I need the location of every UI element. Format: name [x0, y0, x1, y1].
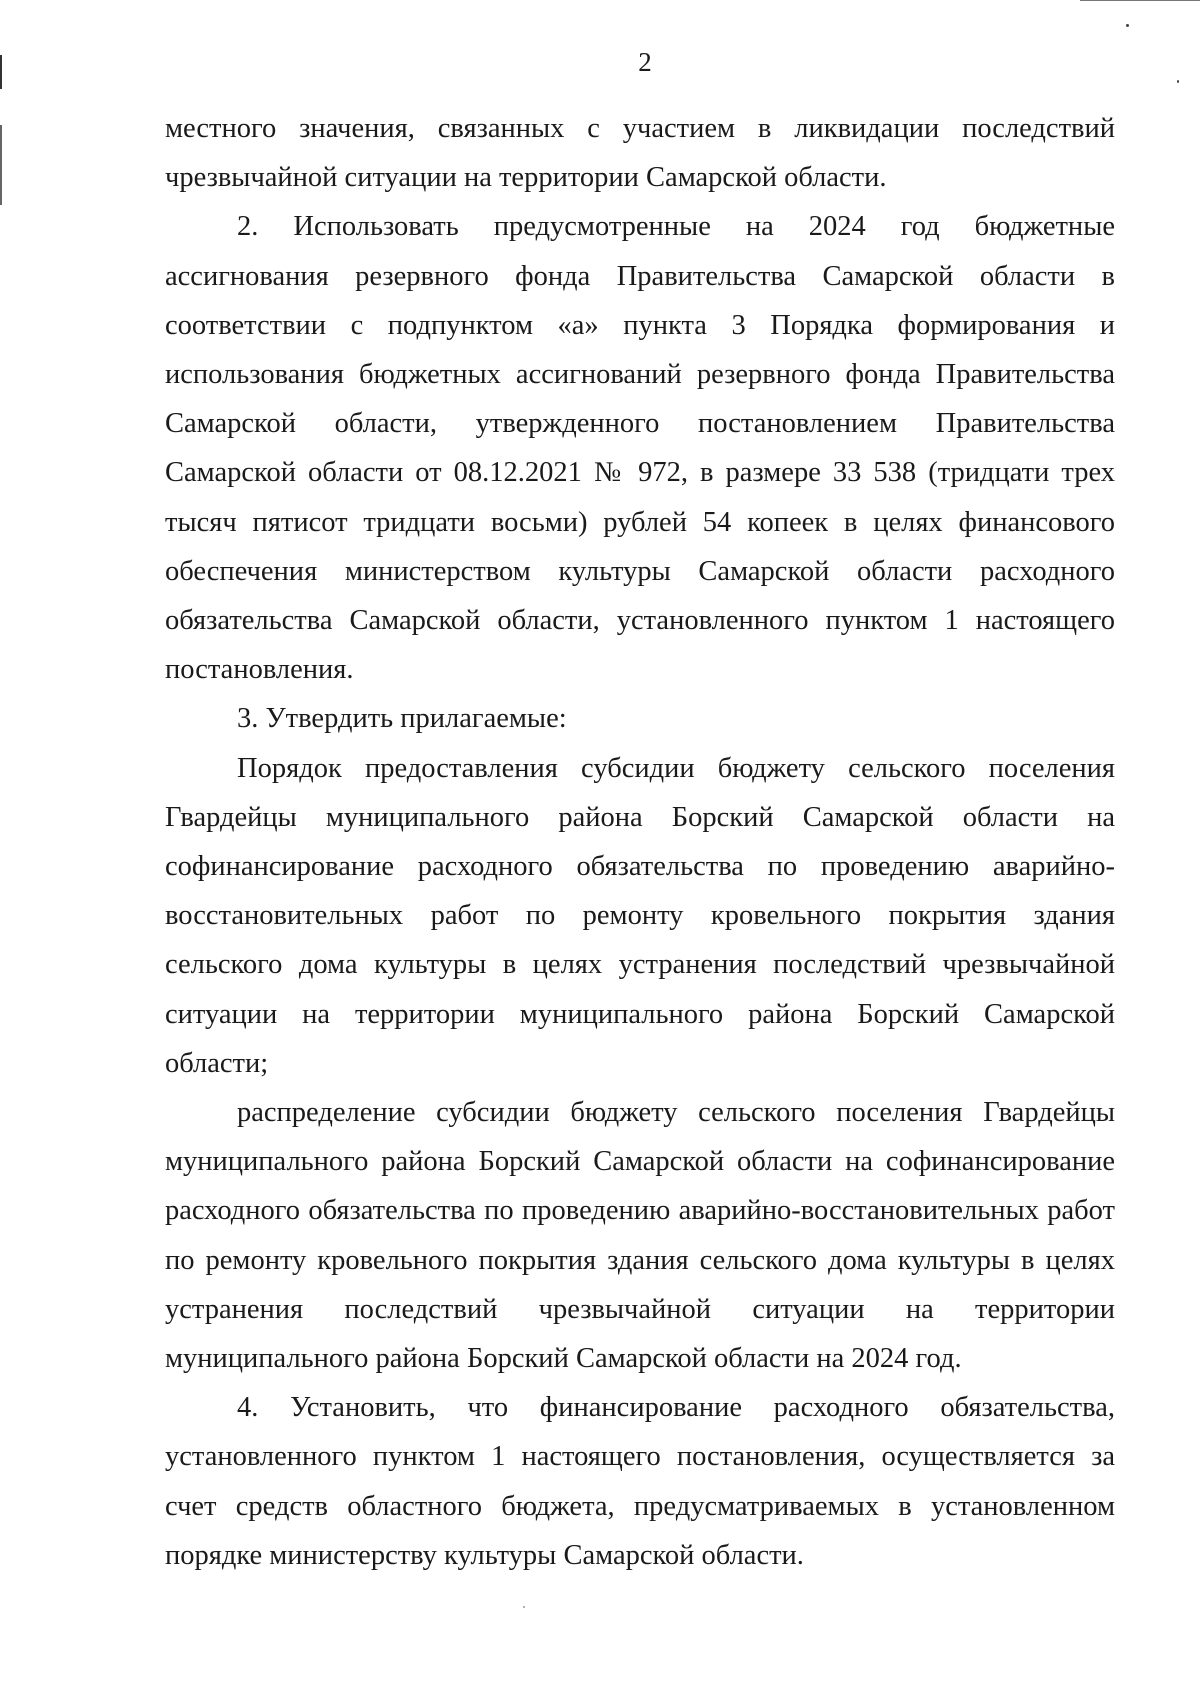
document-body [165, 104, 1115, 1580]
paragraph-procedure: Порядок предоставления субсидии бюджету сельского поселения Гвардейцы муниципального района Борский Самарской области на софинансирование расходного обязательства по проведению аварийно-восстановительных работ по ремонту кровельного покрытия здания сельского дома культуры в целях устранения последствий чрезвычайной ситуации на территории муниципального района Борский Самарской области; [165, 752, 1115, 1079]
paragraph-distribution: распределение субсидии бюджету сельского поселения Гвардейцы муниципального района Борский Самарской области на софинансирование расходного обязательства по проведению аварийно-восстановительных работ по ремонту кровельного покрытия здания сельского дома культуры в целях устранения последствий чрезвычайной ситуации на территории муниципального района Борский Самарской области на 2024 год. [165, 1097, 1115, 1375]
scan-edge-line [1080, 0, 1200, 1]
paragraph-item-3: 3. Утвердить прилагаемые: [237, 703, 567, 735]
paragraph-item-4: 4. Установить, что финансирование расходного обязательства, установленного пунктом 1 настоящего постановления, осуществляется за счет средств областного бюджета, предусматриваемых в установленном порядке министерству культуры Самарской области. [165, 1392, 1115, 1571]
scan-speck [523, 1606, 525, 1608]
scan-speck [1126, 24, 1129, 27]
page-number: 2 [638, 47, 652, 77]
scan-mark [0, 125, 2, 205]
paragraph-item-2: 2. Использовать предусмотренные на 2024 год бюджетные ассигнования резервного фонда Правительства Самарской области в соответствии с подпунктом «а» пункта 3 Порядка формирования и использования бюджетных ассигнований резервного фонда Правительства Самарской области, утвержденного постановлением Правительства Самарской области от 08.12.2021 № 972, в размере 33 538 (тридцати трех тысяч пятисот тридцати восьми) рублей 54 копеек в целях финансового обеспечения министерством культуры Самарской области расходного обязательства Самарской области, установленного пунктом 1 настоящего постановления. [165, 211, 1115, 686]
paragraph-continuation: местного значения, связанных с участием в ликвидации последствий чрезвычайной ситуации на территории Самарской области. [165, 113, 1115, 194]
